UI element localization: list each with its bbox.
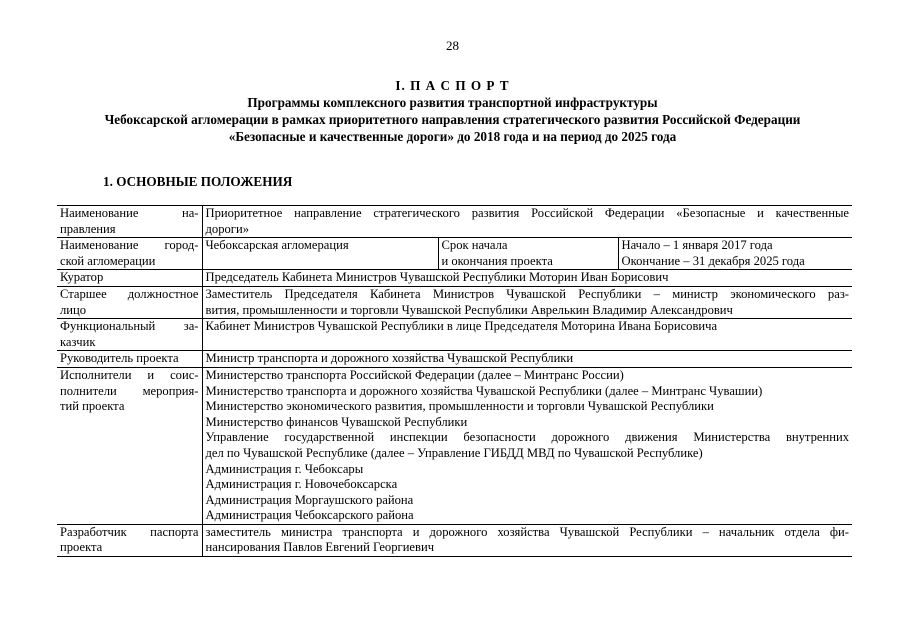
title-line-2: Чебоксарской агломерации в рамках приоритетного направления стратегического развития Российской Федерации [104, 112, 801, 127]
label-direction: Наименование на- правления [57, 206, 202, 238]
document-title [0, 77, 905, 145]
title-main: I. П А С П О Р Т [395, 78, 510, 93]
value-city: Чебоксарская агломерация [202, 238, 438, 270]
title-line-1: Программы комплексного развития транспортной инфраструктуры [247, 95, 658, 110]
page-number: 28 [446, 38, 459, 53]
executor-item: Министерство финансов Чувашской Республики [205, 414, 468, 429]
row-leader [57, 351, 852, 368]
title-line-3: «Безопасные и качественные дороги» до 2018 года и на период до 2025 года [228, 129, 677, 144]
value-executors [202, 367, 852, 524]
executor-item: Администрация Чебоксарского района [205, 508, 414, 523]
value-customer: Кабинет Министров Чувашской Республики в лице Председателя Моторина Ивана Борисовича [202, 319, 852, 351]
value-senior: Заместитель Председателя Кабинета Министров Чувашской Республики – министр экономического раз- вития, промышленности и торговли Чувашской Республики Аврелькин Владимир Александрович [202, 286, 852, 318]
value-curator: Председатель Кабинета Министров Чувашской Республики Моторин Иван Борисович [202, 270, 852, 287]
section-heading: 1. ОСНОВНЫЕ ПОЛОЖЕНИЯ [103, 174, 293, 189]
executor-item: дел по Чувашской Республике (далее – Управление ГИБДД МВД по Чувашской Республике) [205, 445, 703, 460]
row-executors [57, 367, 852, 524]
label-executors: Исполнители и соис- полнители мероприя- тий проекта [57, 367, 202, 524]
row-senior [57, 286, 852, 318]
value-direction: Приоритетное направление стратегического развития Российской Федерации «Безопасные и качественные дороги» [202, 206, 852, 238]
value-leader: Министр транспорта и дорожного хозяйства Чувашской Республики [202, 351, 852, 368]
executor-item: Администрация г. Чебоксары [205, 461, 364, 476]
value-developer: заместитель министра транспорта и дорожного хозяйства Чувашской Республики – начальник отдела фи- нансирования Павлов Евгений Георгиевич [202, 524, 852, 556]
label-customer: Функциональный за- казчик [57, 319, 202, 351]
row-direction [57, 206, 852, 238]
executor-item: Администрация г. Новочебоксарска [205, 477, 398, 492]
executor-item: Администрация Моргаушского района [205, 492, 414, 507]
value-term: Начало – 1 января 2017 года Окончание – 31 декабря 2025 года [618, 238, 852, 270]
executor-item: Министерство транспорта и дорожного хозяйства Чувашской Республики (далее – Минтранс Чувашии) [205, 383, 763, 398]
executor-item: Управление государственной инспекции безопасности дорожного движения Министерства внутренних [205, 430, 849, 445]
executor-item: Министерство транспорта Российской Федерации (далее – Минтранс России) [205, 367, 624, 382]
passport-table [57, 205, 852, 557]
executor-item: Министерство экономического развития, промышленности и торговли Чувашской Республики [205, 399, 714, 414]
label-leader: Руководитель проекта [57, 351, 202, 368]
row-customer [57, 319, 852, 351]
label-curator: Куратор [57, 270, 202, 287]
row-city [57, 238, 852, 270]
label-developer: Разработчик паспорта проекта [57, 524, 202, 556]
row-developer [57, 524, 852, 556]
label-city: Наименование город- ской агломерации [57, 238, 202, 270]
label-term: Срок начала и окончания проекта [438, 238, 618, 270]
row-curator [57, 270, 852, 287]
label-senior: Старшее должностное лицо [57, 286, 202, 318]
